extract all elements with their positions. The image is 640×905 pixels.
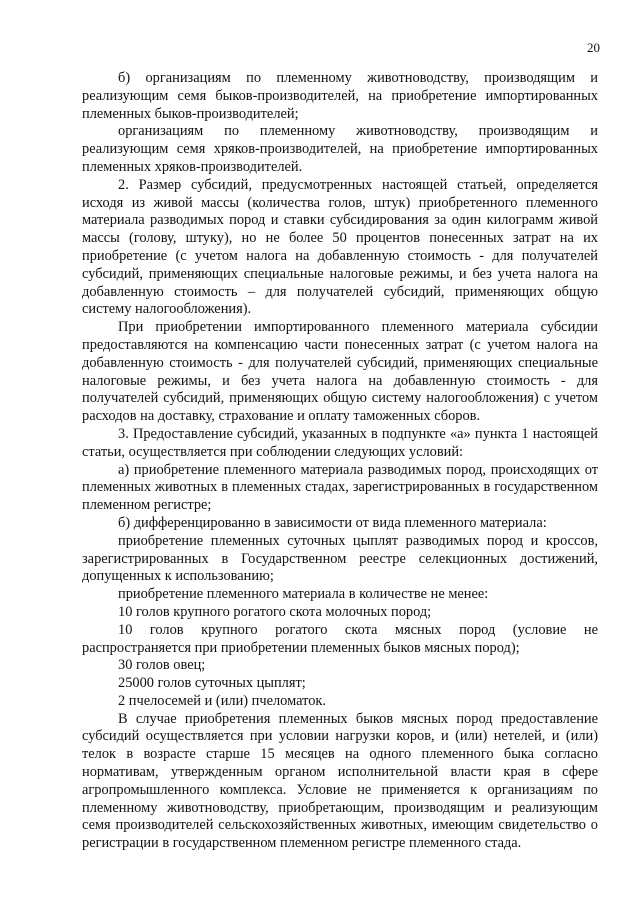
paragraph-b-differentiated: б) дифференцированно в зависимости от вида племенного материала:	[118, 514, 547, 531]
page-number: 20	[587, 40, 600, 55]
paragraph-2-subsidy-size: 2. Размер субсидий, предусмотренных настоящей статьей, определяется исходя из живой массы (количества голов, штук) приобретенного племенного материала разводимых пород и ставки субсидирования за один килограмм живой массы (голову, штуку), но не более 50 процентов понесенных затрат на их приобретение (с учетом налога на добавленную стоимость - для получателей субсидий, применяющих специальные налоговые режимы, и без учета налога на добавленную стоимость – для получателей субсидий, применяющих общую систему налогообложения).	[82, 176, 598, 318]
list-item-dairy-cattle: 10 голов крупного рогатого скота молочных пород;	[118, 603, 432, 620]
paragraph-min-quantity: приобретение племенного материала в количестве не менее:	[118, 586, 489, 603]
list-item-sheep: 30 голов овец;	[118, 657, 206, 674]
paragraph-boars: организациям по племенному животноводству, производящим и реализующим семя хряков-производителей, на приобретение импортированных племенных хряков-производителей.	[82, 123, 598, 175]
paragraph-b-bulls: б) организациям по племенному животноводству, производящим и реализующим семя быков-производителей, на приобретение импортированных племенных быков-производителей;	[82, 70, 598, 122]
paragraph-chicks: приобретение племенных суточных цыплят разводимых пород и кроссов, зарегистрированных в Государственном реестре селекционных достижений, допущенных к использованию;	[82, 532, 598, 585]
list-item-bees: 2 пчелосемей и (или) пчеломаток.	[118, 692, 326, 709]
paragraph-imported-material: При приобретении импортированного племенного материала субсидии предоставляются на компенсацию части понесенных затрат (с учетом налога на добавленную стоимость - для получателей субсидий, применяющих специальные налоговые режимы, и без учета налога на добавленную стоимость - для получателей субсидий, применяющих общую систему налогообложения) с учетом расходов на доставку, страхование и оплату таможенных сборов.	[82, 319, 598, 425]
document-body	[82, 70, 598, 853]
list-item-beef-cattle: 10 голов крупного рогатого скота мясных пород (условие не распространяется при приобретении племенных быков мясных пород);	[82, 621, 598, 656]
paragraph-a-breeding-material: а) приобретение племенного материала разводимых пород, происходящих от племенных животных в племенных стадах, зарегистрированных в государственном племенном регистре;	[82, 461, 598, 514]
list-item-chicks: 25000 голов суточных цыплят;	[118, 675, 306, 692]
paragraph-3-conditions: 3. Предоставление субсидий, указанных в подпункте «а» пункта 1 настоящей статьи, осуществляется при соблюдении следующих условий:	[82, 425, 598, 460]
paragraph-beef-bulls-condition: В случае приобретения племенных быков мясных пород предоставление субсидий осуществляется при условии нагрузки коров, и (или) нетелей, и (или) телок в возрасте старше 15 месяцев на одного племенного быка согласно нормативам, утвержденным органом исполнительной власти края в сфере агропромышленного комплекса. Условие не применяется к организациям по племенному животноводству, приобретающим, производящим и реализующим семя производителей сельскохозяйственных животных, имеющим свидетельство о регистрации в государственном племенном регистре племенного стада.	[82, 710, 598, 852]
